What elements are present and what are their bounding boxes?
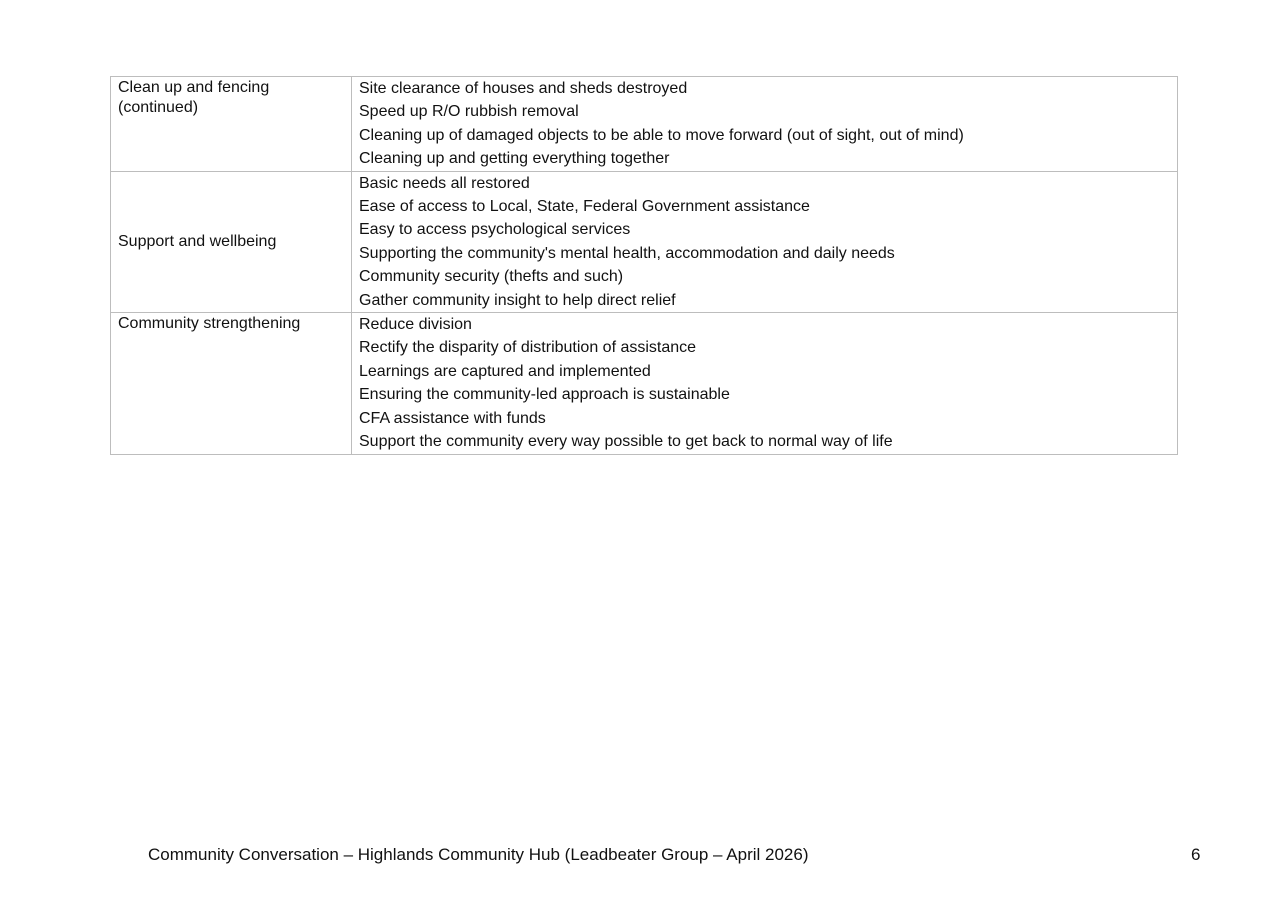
items-cell — [352, 313, 1178, 454]
items-cell — [352, 77, 1178, 172]
list-item: Learnings are captured and implemented — [359, 362, 651, 380]
list-item: Cleaning up and getting everything together — [359, 150, 670, 168]
list-item: Site clearance of houses and sheds destroyed — [359, 80, 688, 97]
list-item: CFA assistance with funds — [359, 409, 546, 427]
category-cell — [111, 313, 352, 454]
list-item: Easy to access psychological services — [359, 221, 631, 239]
list-item: Ensuring the community-led approach is sustainable — [359, 386, 730, 404]
table-row — [111, 313, 1178, 454]
list-item: Rectify the disparity of distribution of assistance — [359, 339, 697, 357]
table-row — [111, 171, 1178, 312]
table-row — [111, 77, 1178, 172]
list-item: Support the community every way possible to get back to normal way of life — [359, 433, 893, 451]
list-item: Supporting the community's mental health, accommodation and daily needs — [359, 244, 895, 262]
items-cell — [352, 171, 1178, 312]
category-cell — [111, 77, 352, 172]
list-item: Community security (thefts and such) — [359, 268, 624, 286]
list-item: Ease of access to Local, State, Federal Government assistance — [359, 198, 810, 216]
list-item: Basic needs all restored — [359, 174, 530, 192]
category-label: Clean up and fencing (continued) — [118, 79, 270, 116]
list-item: Cleaning up of damaged objects to be able to move forward (out of sight, out of mind) — [359, 126, 964, 144]
category-label: Support and wellbeing — [118, 233, 277, 251]
list-item: Gather community insight to help direct relief — [359, 291, 676, 309]
footer-document-title: Community Conversation – Highlands Community Hub (Leadbeater Group – April 2026) — [148, 845, 809, 864]
list-item: Reduce division — [359, 316, 472, 334]
category-cell — [111, 171, 352, 312]
category-label: Community strengthening — [118, 315, 301, 333]
list-item: Speed up R/O rubbish removal — [359, 103, 579, 121]
content-table — [110, 76, 1178, 455]
page-number: 6 — [1191, 845, 1201, 864]
